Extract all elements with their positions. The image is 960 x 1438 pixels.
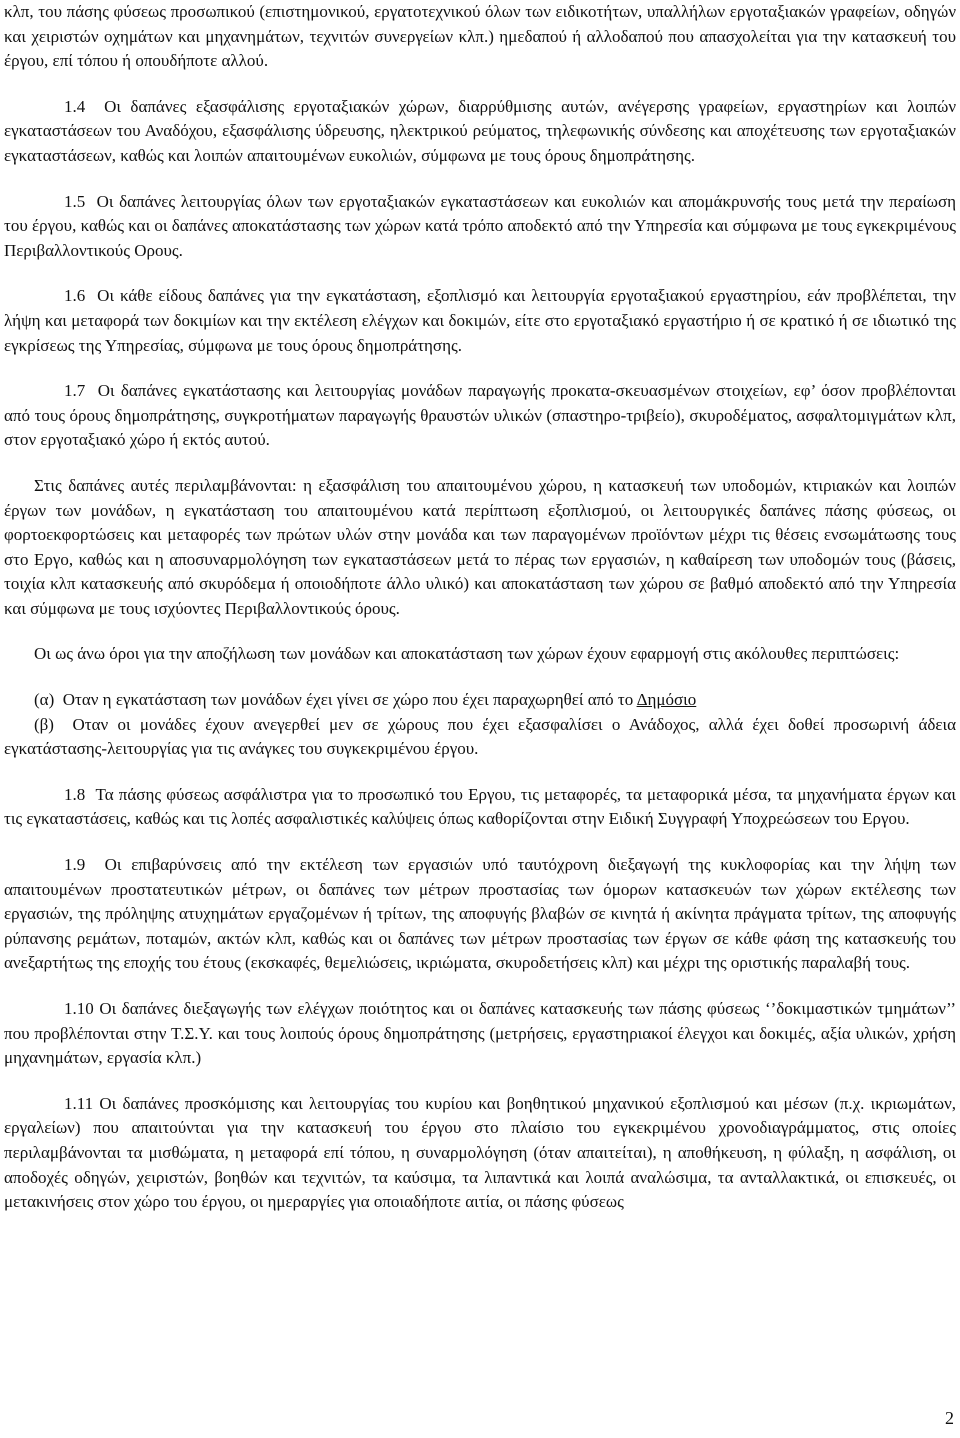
item-1-6 (4, 284, 956, 358)
case-label: (α) (34, 690, 55, 710)
item-1-5 (4, 190, 956, 264)
case-label: (β) (34, 714, 54, 734)
item-1-11 (4, 1092, 956, 1215)
item-number: 1.6 (64, 286, 86, 306)
item-1-8 (4, 783, 956, 832)
case-text: Οταν η εγκατάσταση των μονάδων έχει γίνει σε χώρο που έχει παραχωρηθεί από το (62, 690, 637, 710)
case-underlined: Δημόσιο (636, 690, 697, 710)
item-number: 1.5 (64, 191, 86, 211)
item-text: Οι κάθε είδους δαπάνες για την εγκατάσταση, εξοπλισμό και λειτουργία εργοταξιακού εργαστηρίου, εάν προβλέπεται, την λήψη και μεταφορά των δοκιμίων και την εκτέλεση ελέγχων και δοκιμών, είτε στο εργοταξιακό εργαστήριο ή σε κρατικό ή σε ιδιωτικό της εγκρίσεως της Υπηρεσίας, σύμφωνα με τους όρους δημοπράτησης. (4, 286, 957, 355)
item-text: Οι δαπάνες λειτουργίας όλων των εργοταξιακών εγκαταστάσεων και ευκολιών και απομάκρυνσής τους μετά την περαίωση του έργου, καθώς και οι δαπάνες αποκατάστασης των χώρων κατά τρόπο αποδεκτό από την Υπηρεσία και σύμφωνα με τους εγκεκριμένους Περιβαλλοντικούς Ορους. (4, 191, 957, 260)
item-number: 1.10 (64, 999, 94, 1018)
case-b (4, 713, 956, 762)
terms-paragraph: Οι ως άνω όροι για την αποζήλωση των μονάδων και αποκατάσταση των χώρων έχουν εφαρμογή στις ακόλουθες περιπτώσεις: (34, 644, 900, 664)
document-page (4, 0, 956, 1215)
item-1-7 (4, 379, 956, 453)
item-number: 1.11 (64, 1093, 94, 1113)
item-1-4 (4, 95, 956, 169)
item-text: Οι επιβαρύνσεις από την εκτέλεση των εργασιών υπό ταυτόχρονη διεξαγωγή της κυκλοφορίας και την λήψη των απαιτουμένων προστατευτικών μέτρων, οι δαπάνες των μέτρων προστασίας των όμορων κατασκευών των χώρων εκτέλεσης των εργασιών, της πρόληψης ατυχημάτων εργαζομένων ή τρίτων, της αποφυγής βλαβών σε κινητά ή ακίνητα πράγματα τρίτων, της αποφυγής ρύπανσης ρεμάτων, ποταμών, ακτών κλπ, καθώς και οι δαπάνες των μέτρων προστασίας των έργων σε κάθε φάση της κατασκευής του ανεξαρτήτως της εποχής του έτους (εκσκαφές, θεμελιώσεις, ικριώματα, σκυροδετήσεις κλπ) και μέχρι της οριστικής παραλαβή τους. (4, 855, 956, 973)
case-a (4, 688, 956, 713)
item-number: 1.4 (64, 96, 86, 116)
item-1-10 (4, 997, 956, 1071)
costs-paragraph: Στις δαπάνες αυτές περιλαμβάνονται: η εξασφάλιση του απαιτουμένου χώρου, η κατασκευή των υποδομών, κτιριακών και λοιπών έργων των μονάδων, η εγκατάσταση του απαιτουμένου κατά περίπτωση εξοπλισμού, οι λειτουργικές δαπάνες πάσης φύσεως, οι φορτοεκφορτώσεις και μεταφορές των πρώτων υλών στην μονάδα και των παραγομένων προϊόντων μέχρι τις θέσεις ενσωμάτωσης τους στο Εργο, καθώς και η αποσυναρμολόγηση των εγκαταστάσεων μετά το πέρας των εργασιών, η καθαίρεση των υποδομών τους (βάσεις, τοιχία κλπ κατασκευής από σκυρόδεμα ή οποιοδήποτε άλλο υλικό) και αποκατάσταση των χώρου σε βαθμό αποδεκτό από την Υπηρεσία και σύμφωνα με τους ισχύοντες Περιβαλλοντικούς όρους. (4, 475, 956, 618)
item-number: 1.8 (64, 784, 86, 804)
item-1-9 (4, 853, 956, 976)
intro-paragraph: κλπ, του πάσης φύσεως προσωπικού (επιστημονικού, εργατοτεχνικού όλων των ειδικοτήτων, υπαλλήλων εργοταξιακών γραφείων, οδηγών και χειριστών οχημάτων και μηχανημάτων, τεχνιτών συνεργείων κλπ.) ημεδαπού ή αλλοδαπού που απασχολείται για την κατασκευή του έργου, επί τόπου ή οπουδήποτε αλλού. (4, 2, 956, 71)
page-number: 2 (945, 1408, 954, 1428)
item-number: 1.9 (64, 855, 86, 875)
item-number: 1.7 (64, 381, 86, 401)
item-text: Οι δαπάνες προσκόμισης και λειτουργίας του κυρίου και βοηθητικού μηχανικού εξοπλισμού και μέσων (π.χ. ικριωμάτων, εργαλείων) που απαιτούνται για την κατασκευή του έργου στο πλαίσιο του εγκεκριμένου χρονοδιαγράμματος, στις οποίες περιλαμβάνονται τα μισθώματα, η μεταφορά επί τόπου, η συναρμολόγηση (όταν απαιτείται), η αποθήκευση, η φύλαξη, η ασφάλιση, οι αποδοχές οδηγών, χειριστών, βοηθών και τεχνιτών, τα καύσιμα, τα λιπαντικά και λοιπά αναλώσιμα, τα ανταλλακτικά, οι επισκευές, οι μετακινήσεις στον χώρο του έργου, οι ημεραργίες για οποιαδήποτε αιτία, οι πάσης φύσεως (4, 1093, 957, 1212)
item-text: Οι δαπάνες εγκατάστασης και λειτουργίας μονάδων παραγωγής προκατα-σκευασμένων στοιχείων, εφ’ όσον προβλέπονται από τους όρους δημοπράτησης, συγκροτήματων παραγωγής θραυστών υλικών (σπαστηρο-τριβείο), σκυροδέματος, ασφαλτομιγμάτων κλπ, στον εργοταξιακό χώρο ή εκτός αυτού. (4, 381, 956, 450)
item-text: Οι δαπάνες διεξαγωγής των ελέγχων ποιότητος και οι δαπάνες κατασκευής των πάσης φύσεως ‘’δοκιμαστικών τμημάτων’’ που προβλέπονται στην Τ.Σ.Υ. και τους λοιπούς όρους δημοπράτησης (μετρήσεις, εργαστηριακοί έλεγχοι και δοκιμές, αξία υλικών, χρήση μηχανημάτων, εργασία κλπ.) (4, 999, 957, 1068)
case-text: Οταν οι μονάδες έχουν ανεγερθεί μεν σε χώρους που έχει εξασφαλίσει ο Ανάδοχος, αλλά έχει δοθεί προσωρινή άδεια εγκατάστασης-λειτουργίας για τις ανάγκες του συγκεκριμένου έργου. (4, 714, 956, 759)
item-text: Οι δαπάνες εξασφάλισης εργοταξιακών χώρων, διαρρύθμισης αυτών, ανέγερσης γραφείων, εργαστηρίων και λοιπών εγκαταστάσεων του Αναδόχου, εξασφάλισης ύδρευσης, ηλεκτρικού ρεύματος, τηλεφωνικής σύνδεσης και αποχέτευσης των εργοταξιακών εγκαταστάσεων, καθώς και λοιπών απαιτουμένων ευκολιών, σύμφωνα με τους όρους δημοπράτησης. (4, 96, 957, 165)
item-text: Τα πάσης φύσεως ασφάλιστρα για το προσωπικό του Εργου, τις μεταφορές, τα μεταφορικά μέσα, τα μηχανήματα έργων και τις εγκαταστάσεις, καθώς και τις λοπές ασφαλιστικές καλύψεις όπως καθορίζονται στην Ειδική Συγγραφή Υποχρεώσεων του Εργου. (4, 784, 956, 829)
